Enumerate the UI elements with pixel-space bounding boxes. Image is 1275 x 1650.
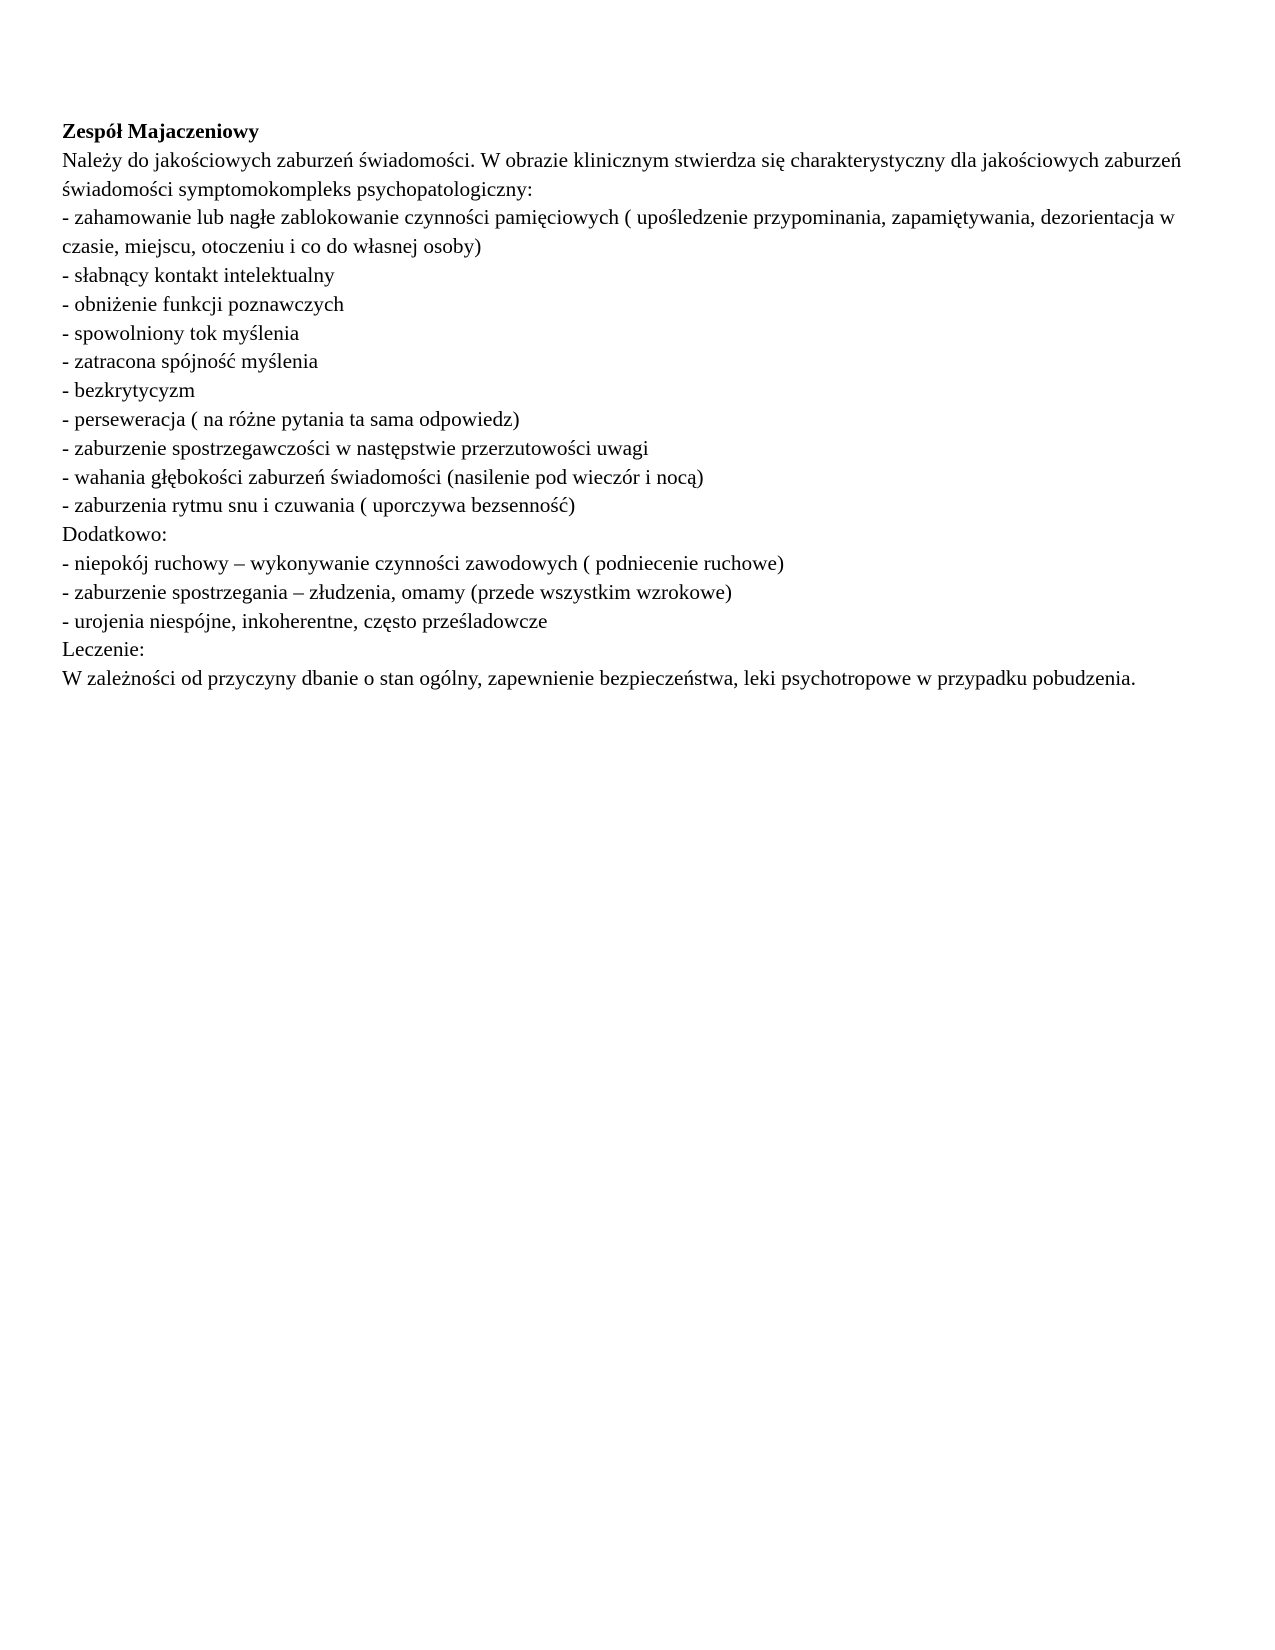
additional-heading: Dodatkowo:	[62, 522, 168, 547]
additional-item: - niepokój ruchowy – wykonywanie czynności zawodowych ( podniecenie ruchowe)	[62, 550, 785, 575]
symptom-item: - wahania głębokości zaburzeń świadomości (nasilenie pod wieczór i nocą)	[62, 464, 704, 489]
treatment-heading: Leczenie:	[62, 637, 145, 662]
intro-paragraph: Należy do jakościowych zaburzeń świadomości. W obrazie klinicznym stwierdza się charakterystyczny dla jakościowych zaburzeń świadomości symptomokompleks psychopatologiczny:	[62, 147, 1182, 201]
symptom-item: - zaburzenia rytmu snu i czuwania ( uporczywa bezsenność)	[62, 493, 576, 518]
document-body	[62, 117, 1212, 693]
symptom-item: - zahamowanie lub nagłe zablokowanie czynności pamięciowych ( upośledzenie przypominania, zapamiętywania, dezorientacja w czasie, miejscu, otoczeniu i co do własnej osoby)	[62, 205, 1175, 259]
symptom-item: - zaburzenie spostrzegawczości w następstwie przerzutowości uwagi	[62, 435, 649, 460]
symptom-item: - obniżenie funkcji poznawczych	[62, 291, 345, 316]
additional-item: - zaburzenie spostrzegania – złudzenia, omamy (przede wszystkim wzrokowe)	[62, 579, 732, 604]
symptom-item: - zatracona spójność myślenia	[62, 349, 319, 374]
symptom-item: - słabnący kontakt intelektualny	[62, 262, 335, 287]
symptom-item: - perseweracja ( na różne pytania ta sama odpowiedz)	[62, 406, 520, 431]
document-title: Zespół Majaczeniowy	[62, 119, 259, 143]
symptom-item: - spowolniony tok myślenia	[62, 320, 300, 345]
treatment-paragraph: W zależności od przyczyny dbanie o stan ogólny, zapewnienie bezpieczeństwa, leki psychotropowe w przypadku pobudzenia.	[62, 666, 1136, 691]
symptom-item: - bezkrytycyzm	[62, 378, 196, 403]
additional-item: - urojenia niespójne, inkoherentne, często prześladowcze	[62, 608, 548, 633]
